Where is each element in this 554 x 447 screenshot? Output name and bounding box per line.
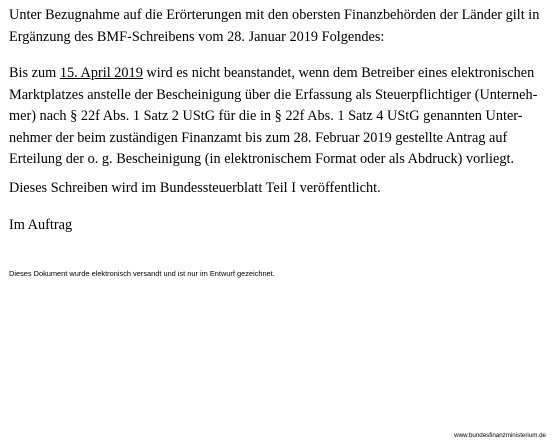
main-line: mer) nach § 22f Abs. 1 Satz 2 UStG für die in § 22f Abs. 1 Satz 4 UStG genannten Unter- bbox=[9, 108, 523, 124]
publication-paragraph: Dieses Schreiben wird im Bundessteuerblatt Teil I veröffentlicht. bbox=[9, 180, 381, 196]
electronic-signature-note: Dieses Dokument wurde elektronisch versandt und ist nur im Entwurf gezeichnet. bbox=[9, 269, 275, 278]
intro-line: Unter Bezugnahme auf die Erörterungen mit den obersten Finanzbehörden der Länder gilt in bbox=[9, 7, 540, 23]
intro-line: Ergänzung des BMF-Schreibens vom 28. Januar 2019 Folgendes: bbox=[9, 28, 385, 45]
intro-paragraph bbox=[9, 5, 549, 48]
footer-url[interactable]: www.bundesfinanzministerium.de bbox=[454, 432, 546, 439]
main-line: Marktplatzes anstelle der Bescheinigung über die Erfassung als Steuerpflichtiger (Unterneh- bbox=[9, 86, 538, 103]
main-line bbox=[9, 63, 549, 85]
main-paragraph bbox=[9, 63, 549, 171]
closing-phrase: Im Auftrag bbox=[9, 217, 73, 233]
main-line: nehmer der beim zuständigen Finanzamt bis zum 28. Februar 2019 gestellte Antrag auf bbox=[9, 129, 508, 146]
main-line-suffix: wird es nicht beanstandet, wenn dem Betreiber eines elektronischen bbox=[142, 65, 535, 81]
deadline-date: 15. April 2019 bbox=[59, 65, 143, 81]
main-line: Erteilung der o. g. Bescheinigung (in elektronischem Format oder als Abdruck) vorliegt. bbox=[9, 151, 515, 167]
main-line-prefix: Bis zum bbox=[9, 65, 60, 81]
